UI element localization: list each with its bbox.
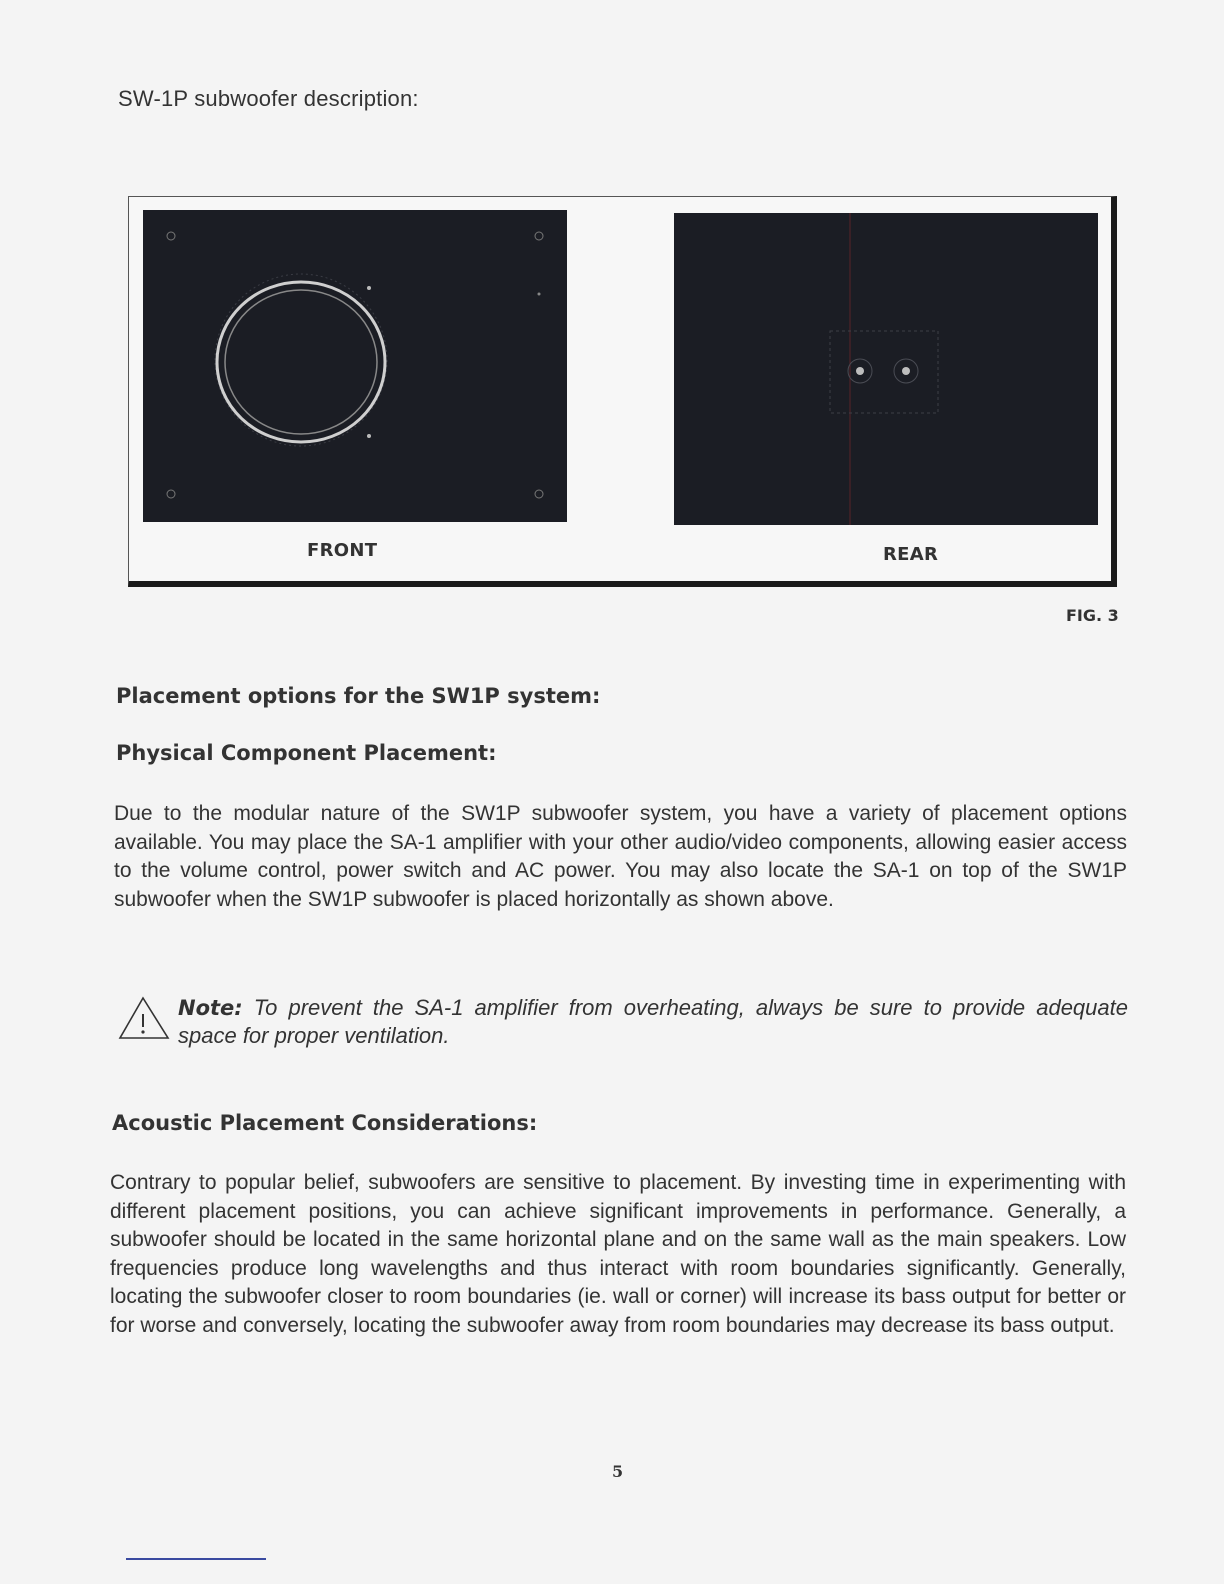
front-view-image	[143, 210, 567, 522]
front-label: FRONT	[307, 540, 378, 561]
physical-placement-paragraph: Due to the modular nature of the SW1P subwoofer system, you have a variety of placement options available. You may place the SA-1 amplifier with your other audio/video components, allowing easier access to the volume control, power switch and AC power. You may also locate the SA-1 on top of the SW1P subwoofer when the SW1P subwoofer is placed horizontally as shown above.	[114, 802, 1127, 911]
rear-view-image	[674, 213, 1098, 525]
front-view-drawing	[143, 210, 567, 522]
warning-triangle-icon	[116, 994, 170, 1044]
placement-heading: Placement options for the SW1P system:	[116, 684, 601, 708]
description-title: SW-1P subwoofer description:	[118, 86, 419, 111]
page-number: 5	[612, 1462, 624, 1481]
rear-label: REAR	[883, 544, 939, 565]
rear-view-drawing	[674, 213, 1098, 525]
acoustic-placement-paragraph: Contrary to popular belief, subwoofers are sensitive to placement. By investing time in experimenting with different placement positions, you can achieve significant improvements in performance. Generally, a subwoofer should be located in the same horizontal plane and on the same wall as the main speakers. Low frequencies produce long wavelengths and thus interact with room boundaries significantly. Generally, locating the subwoofer closer to room boundaries (ie. wall or corner) will increase its bass output for better or for worse and conversely, locating the subwoofer away from room boundaries may decrease its bass output.	[110, 1171, 1126, 1337]
acoustic-placement-heading: Acoustic Placement Considerations:	[112, 1111, 538, 1135]
note-text: To prevent the SA-1 amplifier from overheating, always be sure to provide adequate space for proper ventilation.	[178, 995, 1128, 1048]
note-label: Note:	[178, 996, 243, 1020]
note-block	[114, 994, 1127, 1054]
bottom-rule	[126, 1558, 266, 1560]
figure-3	[128, 196, 1117, 587]
physical-placement-heading: Physical Component Placement:	[116, 741, 497, 765]
note-text-container	[178, 994, 1128, 1050]
figure-number: FIG. 3	[1066, 606, 1119, 625]
